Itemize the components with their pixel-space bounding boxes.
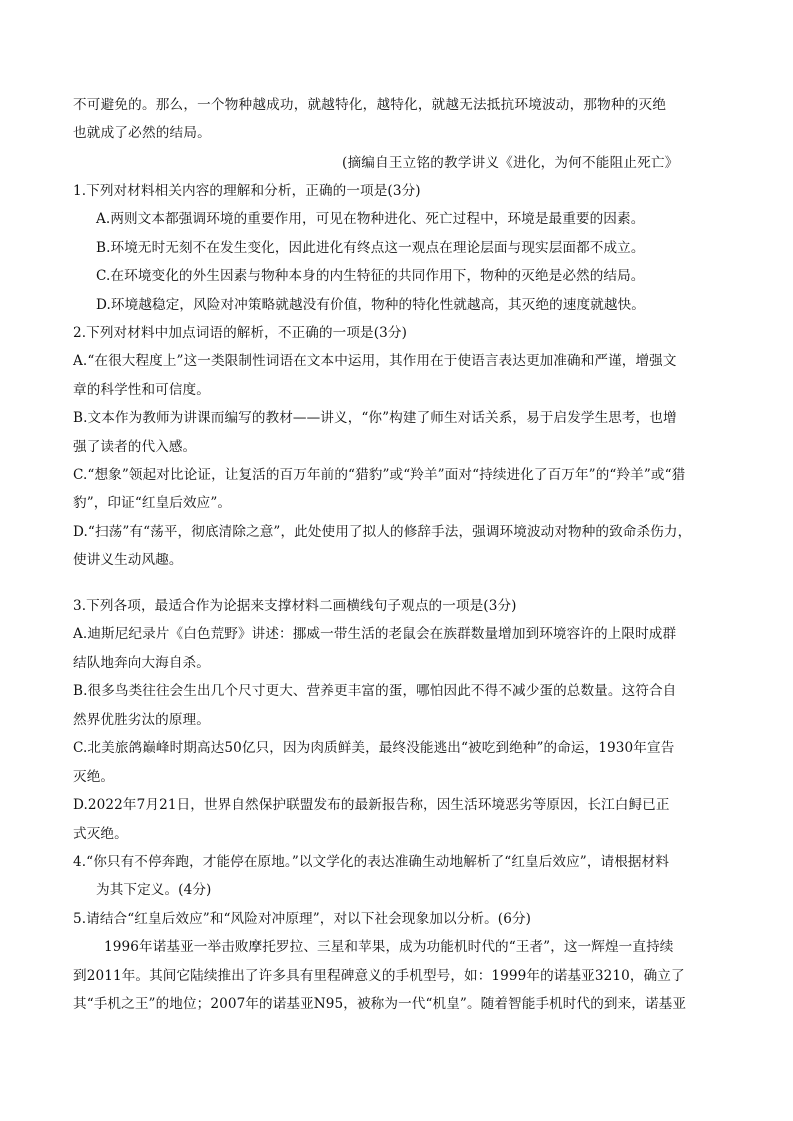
- question-1-option-a: A.两则文本都强调环境的重要作用，可见在物种进化、死亡过程中，环境是最重要的因素。: [96, 211, 645, 227]
- question-5-passage-line: 1996年诺基亚一举击败摩托罗拉、三星和苹果，成为功能机时代的“王者”，这一辉煌一直持续: [104, 939, 674, 955]
- material-source: (摘编自王立铭的教学讲义《进化，为何不能阻止死亡》: [342, 155, 679, 171]
- question-3-option-b: B.很多鸟类往往会生出几个尺寸更大、营养更丰富的蛋，哪怕因此不得不减少蛋的总数量。这符合自: [73, 683, 677, 699]
- question-1-stem: 1.下列对材料相关内容的理解和分析，正确的一项是(3分): [73, 183, 421, 199]
- question-5-stem: 5.请结合“红皇后效应”和“风险对冲原理”，对以下社会现象加以分析。(6分): [73, 911, 532, 927]
- question-2-option-c-cont: 豹”，印证“红皇后效应”。: [73, 495, 232, 511]
- question-1-option-b: B.环境无时无刻不在发生变化，因此进化有终点这一观点在理论层面与现实层面都不成立。: [96, 240, 645, 256]
- question-1-option-d: D.环境越稳定，风险对冲策略就越没有价值，物种的特化性就越高，其灭绝的速度就越快。: [96, 297, 645, 313]
- question-3-option-d: D.2022年7月21日，世界自然保护联盟发布的最新报告称，因生活环境恶劣等原因，长江白鲟已正: [73, 797, 670, 813]
- question-2-stem: 2.下列对材料中加点词语的解析，不正确的一项是(3分): [73, 325, 407, 341]
- question-2-option-d: D.“扫荡”有“荡平，彻底清除之意”，此处使用了拟人的修辞手法，强调环境波动对物种的致命杀伤力，: [73, 524, 692, 540]
- question-4-stem-cont: 为其下定义。(4分): [96, 882, 212, 898]
- question-3-option-c-cont: 灭绝。: [73, 769, 115, 785]
- question-3-option-d-cont: 式灭绝。: [73, 826, 128, 842]
- question-2-option-d-cont: 使讲义生动风趣。: [73, 552, 183, 568]
- question-3-option-a: A.迪斯尼纪录片《白色荒野》讲述：挪威一带生活的老鼠会在族群数量增加到环境容许的上限时成群: [73, 626, 677, 642]
- material-text-line: 也就成了必然的结局。: [73, 125, 211, 141]
- question-2-option-a-cont: 章的科学性和可信度。: [73, 382, 210, 398]
- question-1-option-c: C.在环境变化的外生因素与物种本身的内生特征的共同作用下，物种的灭绝是必然的结局。: [96, 268, 645, 284]
- question-5-passage-line: 其“手机之王”的地位；2007年的诺基亚N95，被称为一代“机皇”。随着智能手机时代的到来，诺基亚: [73, 996, 687, 1012]
- question-4-stem: 4.“你只有不停奔跑，才能停在原地。”以文学化的表达准确生动地解析了“红皇后效应”，请根据材料: [73, 854, 670, 870]
- question-3-option-a-cont: 结队地奔向大海自杀。: [73, 655, 210, 671]
- question-3-option-c: C.北美旅鸽巅峰时期高达50亿只，因为肉质鲜美，最终没能逃出“被吃到绝种”的命运，1930年宣告: [73, 740, 675, 756]
- question-3-option-b-cont: 然界优胜劣汰的原理。: [73, 712, 210, 728]
- question-2-option-b: B.文本作为教师为讲课而编写的教材——讲义，“你”构建了师生对话关系，易于启发学生思考，也增: [73, 410, 677, 426]
- material-text-line: 不可避免的。那么，一个物种越成功，就越特化，越特化，就越无法抵抗环境波动，那物种的灭绝: [73, 97, 667, 113]
- question-5-passage-line: 到2011年。其间它陆续推出了许多具有里程碑意义的手机型号，如：1999年的诺基亚3210，确立了: [73, 968, 685, 984]
- question-3-stem: 3.下列各项，最适合作为论据来支撑材料二画横线句子观点的一项是(3分): [73, 598, 517, 614]
- question-2-option-a: A.“在很大程度上”这一类限制性词语在文本中运用，其作用在于使语言表达更加准确和严谨，增强文: [73, 353, 677, 369]
- question-2-option-c: C.“想象”领起对比论证，让复活的百万年前的“猎豹”或“羚羊”面对“持续进化了百万年”的“羚羊”或“猎: [73, 467, 686, 483]
- question-2-option-b-cont: 强了读者的代入感。: [73, 439, 197, 455]
